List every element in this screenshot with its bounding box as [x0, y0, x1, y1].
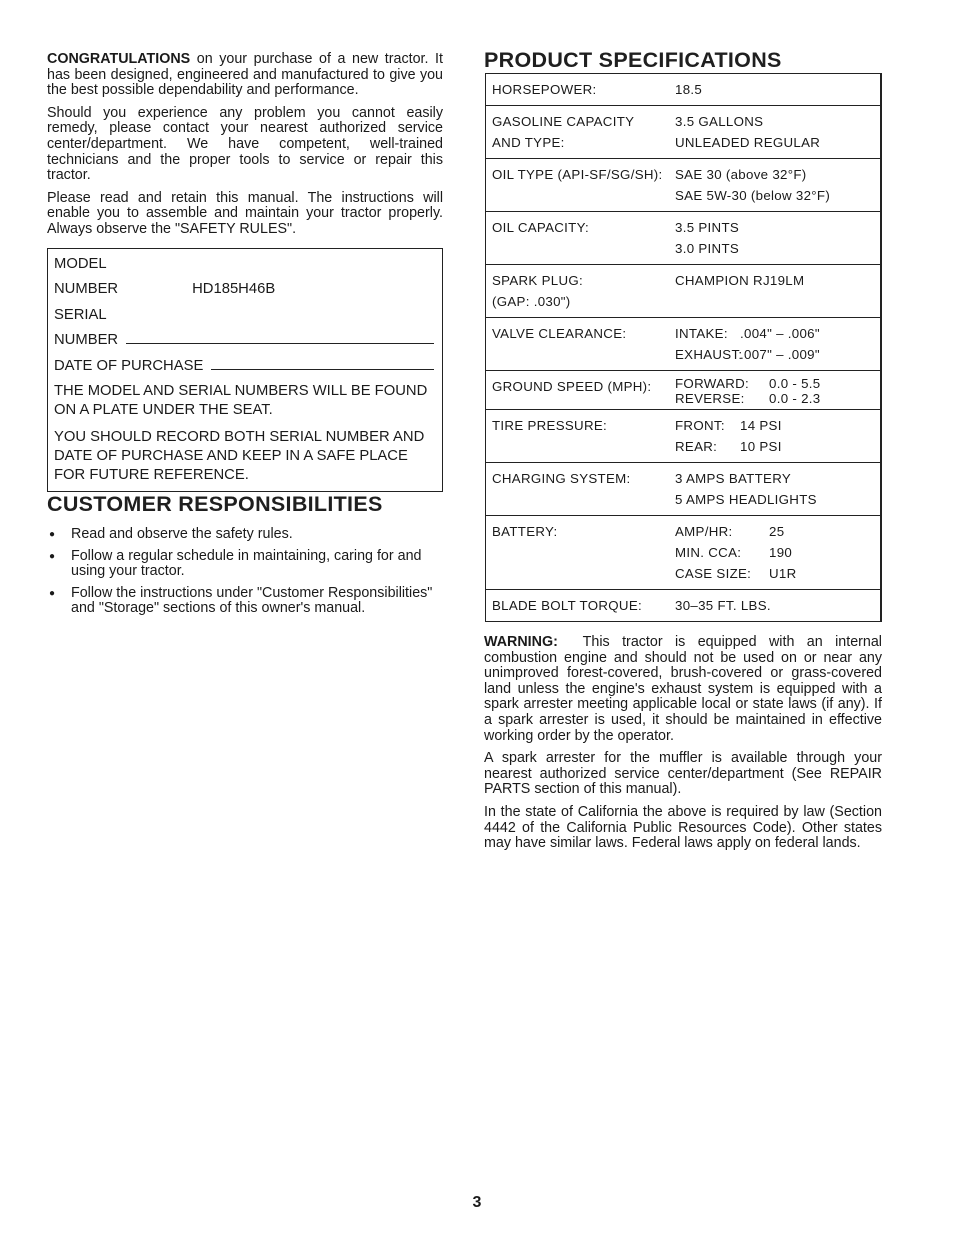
list-item: [47, 586, 443, 617]
spec-label: BATTERY:: [492, 524, 558, 539]
spec-subkey: REAR:: [675, 439, 718, 454]
spec-label: [492, 111, 675, 153]
spec-value: [675, 111, 880, 153]
serial-number-blank-line: [126, 329, 434, 344]
spec-subkey: REVERSE:: [675, 391, 745, 406]
spec-label: BLADE BOLT TORQUE:: [492, 598, 642, 613]
spec-value-line: 3.5 PINTS: [675, 220, 740, 235]
spec-subvalue: 190: [769, 545, 793, 560]
spec-label: OIL TYPE (API-SF/SG/SH):: [492, 167, 663, 182]
spec-subkey: INTAKE:: [675, 326, 728, 341]
bullet-icon: ●: [49, 550, 56, 562]
list-item: [47, 527, 443, 543]
spec-value-line: 3.0 PINTS: [675, 241, 740, 256]
spec-value-line: UNLEADED REGULAR: [675, 135, 821, 150]
specifications-table: [485, 73, 882, 622]
spec-label-line: GASOLINE CAPACITY: [492, 114, 635, 129]
product-specifications-title: PRODUCT SPECIFICATIONS: [484, 48, 782, 72]
serial-number-label: NUMBER: [54, 332, 119, 349]
warning-paragraph-1: [484, 635, 882, 744]
spec-row-gasoline: [486, 106, 880, 159]
date-of-purchase-label: DATE OF PURCHASE: [54, 357, 204, 374]
model-serial-record-box: [47, 248, 443, 493]
warning-paragraph-3: In the state of California the above is required by law (Section 4442 of the California Public Resources Code). Other states may have similar laws. Federal laws apply on federal lands.: [484, 803, 882, 852]
date-of-purchase-blank-line: [211, 355, 434, 370]
warning-paragraph-2: A spark arrester for the muffler is available through your nearest authorized service center/department (See REPAIR PARTS section of this manual).: [484, 750, 882, 798]
spec-row-battery: [486, 516, 880, 590]
spec-label: CHARGING SYSTEM:: [492, 471, 631, 486]
spec-subkey: FRONT:: [675, 418, 725, 433]
congratulations-lead: CONGRATULATIONS: [47, 51, 191, 67]
spec-label-line: (GAP: .030"): [492, 294, 571, 309]
spec-subkey: AMP/HR:: [675, 524, 733, 539]
spec-row-horsepower: [486, 74, 880, 106]
model-number-value: HD185H46B: [192, 281, 276, 298]
spec-value: CHAMPION RJ19LM: [675, 273, 805, 288]
spec-subvalue: .004" – .006": [740, 326, 820, 341]
spec-label: VALVE CLEARANCE:: [492, 326, 627, 341]
left-column: [47, 52, 443, 623]
spec-value: [675, 376, 880, 406]
intro-paragraph-3: Please read and retain this manual. The instructions will enable you to assemble and maintain your tractor properly. Always observe the "SAFETY RULES".: [47, 189, 443, 237]
model-label: MODEL: [54, 255, 107, 272]
spec-row-ground-speed: [486, 371, 880, 410]
plate-location-note: THE MODEL AND SERIAL NUMBERS WILL BE FOUND ON A PLATE UNDER THE SEAT.: [54, 383, 428, 419]
spec-subvalue: 0.0 - 2.3: [769, 391, 821, 406]
spec-subvalue: .007" – .009": [740, 347, 820, 362]
spec-row-charging-system: [486, 463, 880, 516]
spec-subvalue: U1R: [769, 566, 797, 581]
spec-value: 18.5: [675, 82, 703, 97]
spec-subvalue: 14 PSI: [740, 418, 782, 433]
bullet-icon: ●: [49, 529, 56, 541]
spec-row-blade-bolt-torque: [486, 590, 880, 621]
spec-value: [675, 217, 880, 259]
record-reminder-note: YOU SHOULD RECORD BOTH SERIAL NUMBER AND DATE OF PURCHASE AND KEEP IN A SAFE PLACE FOR FUTURE REFERENCE.: [54, 429, 425, 484]
list-item-text: Follow the instructions under "Customer Responsibilities" and "Storage" sections of this owner's manual.: [71, 584, 433, 617]
warning-label: WARNING:: [484, 634, 558, 650]
right-column: [484, 48, 882, 859]
spec-value: [675, 323, 880, 365]
spec-subkey: EXHAUST:: [675, 347, 743, 362]
bullet-icon: ●: [49, 587, 56, 599]
spec-value-line: 5 AMPS HEADLIGHTS: [675, 492, 817, 507]
intro-paragraph-1-text: on your purchase of a new tractor. It has been designed, engineered and manufactured to give you the best possible dependability and performance.: [47, 51, 443, 99]
spec-label: [492, 270, 675, 312]
serial-label: SERIAL: [54, 306, 107, 323]
spec-row-spark-plug: [486, 265, 880, 318]
spec-row-oil-capacity: [486, 212, 880, 265]
spec-label: GROUND SPEED (MPH):: [492, 379, 652, 394]
spec-label: HORSEPOWER:: [492, 82, 597, 97]
spec-row-oil-type: [486, 159, 880, 212]
spec-subkey: FORWARD:: [675, 376, 750, 391]
list-item-text: Follow a regular schedule in maintaining, caring for and using your tractor.: [71, 547, 422, 580]
spec-label: OIL CAPACITY:: [492, 220, 590, 235]
spec-value-line: 3.5 GALLONS: [675, 114, 764, 129]
list-item-text: Read and observe the safety rules.: [71, 526, 293, 543]
intro-paragraph-2: Should you experience any problem you cannot easily remedy, please contact your nearest authorized service center/department. We have competent, well-trained technicians and the proper tools to service or repair this tractor.: [47, 104, 443, 184]
intro-paragraph-1: [47, 52, 443, 99]
spec-value-line: SAE 30 (above 32°F): [675, 167, 807, 182]
spec-label: TIRE PRESSURE:: [492, 418, 608, 433]
page-number: 3: [472, 1194, 482, 1211]
spec-value: 30–35 FT. LBS.: [675, 598, 771, 613]
customer-responsibilities-list: [47, 527, 443, 617]
spec-value-line: SAE 5W-30 (below 32°F): [675, 188, 831, 203]
spec-label-line: SPARK PLUG:: [492, 273, 583, 288]
list-item: [47, 549, 443, 580]
spec-subkey: MIN. CCA:: [675, 545, 742, 560]
warning-text: This tractor is equipped with an internal combustion engine and should not be used on or near any unimproved forest-covered, brush-covered or grass-covered land unless the engine's exhaust system is equipped with a spark arrester meeting applicable local or state laws (if any). If a spark arrester is used, it should be maintained in effective working order by the operator.: [484, 634, 882, 744]
spec-subvalue: 10 PSI: [740, 439, 782, 454]
model-number-label: NUMBER: [54, 281, 119, 298]
spec-value: [675, 521, 880, 584]
spec-value: [675, 164, 880, 206]
spec-value: [675, 468, 880, 510]
spec-value-line: 3 AMPS BATTERY: [675, 471, 792, 486]
spec-subvalue: 25: [769, 524, 785, 539]
spec-row-valve-clearance: [486, 318, 880, 371]
spec-subkey: CASE SIZE:: [675, 566, 752, 581]
spec-row-tire-pressure: [486, 410, 880, 463]
spec-value: [675, 415, 880, 457]
customer-responsibilities-title: CUSTOMER RESPONSIBILITIES: [47, 492, 383, 517]
spec-label-line: AND TYPE:: [492, 135, 565, 150]
spec-subvalue: 0.0 - 5.5: [769, 376, 821, 391]
